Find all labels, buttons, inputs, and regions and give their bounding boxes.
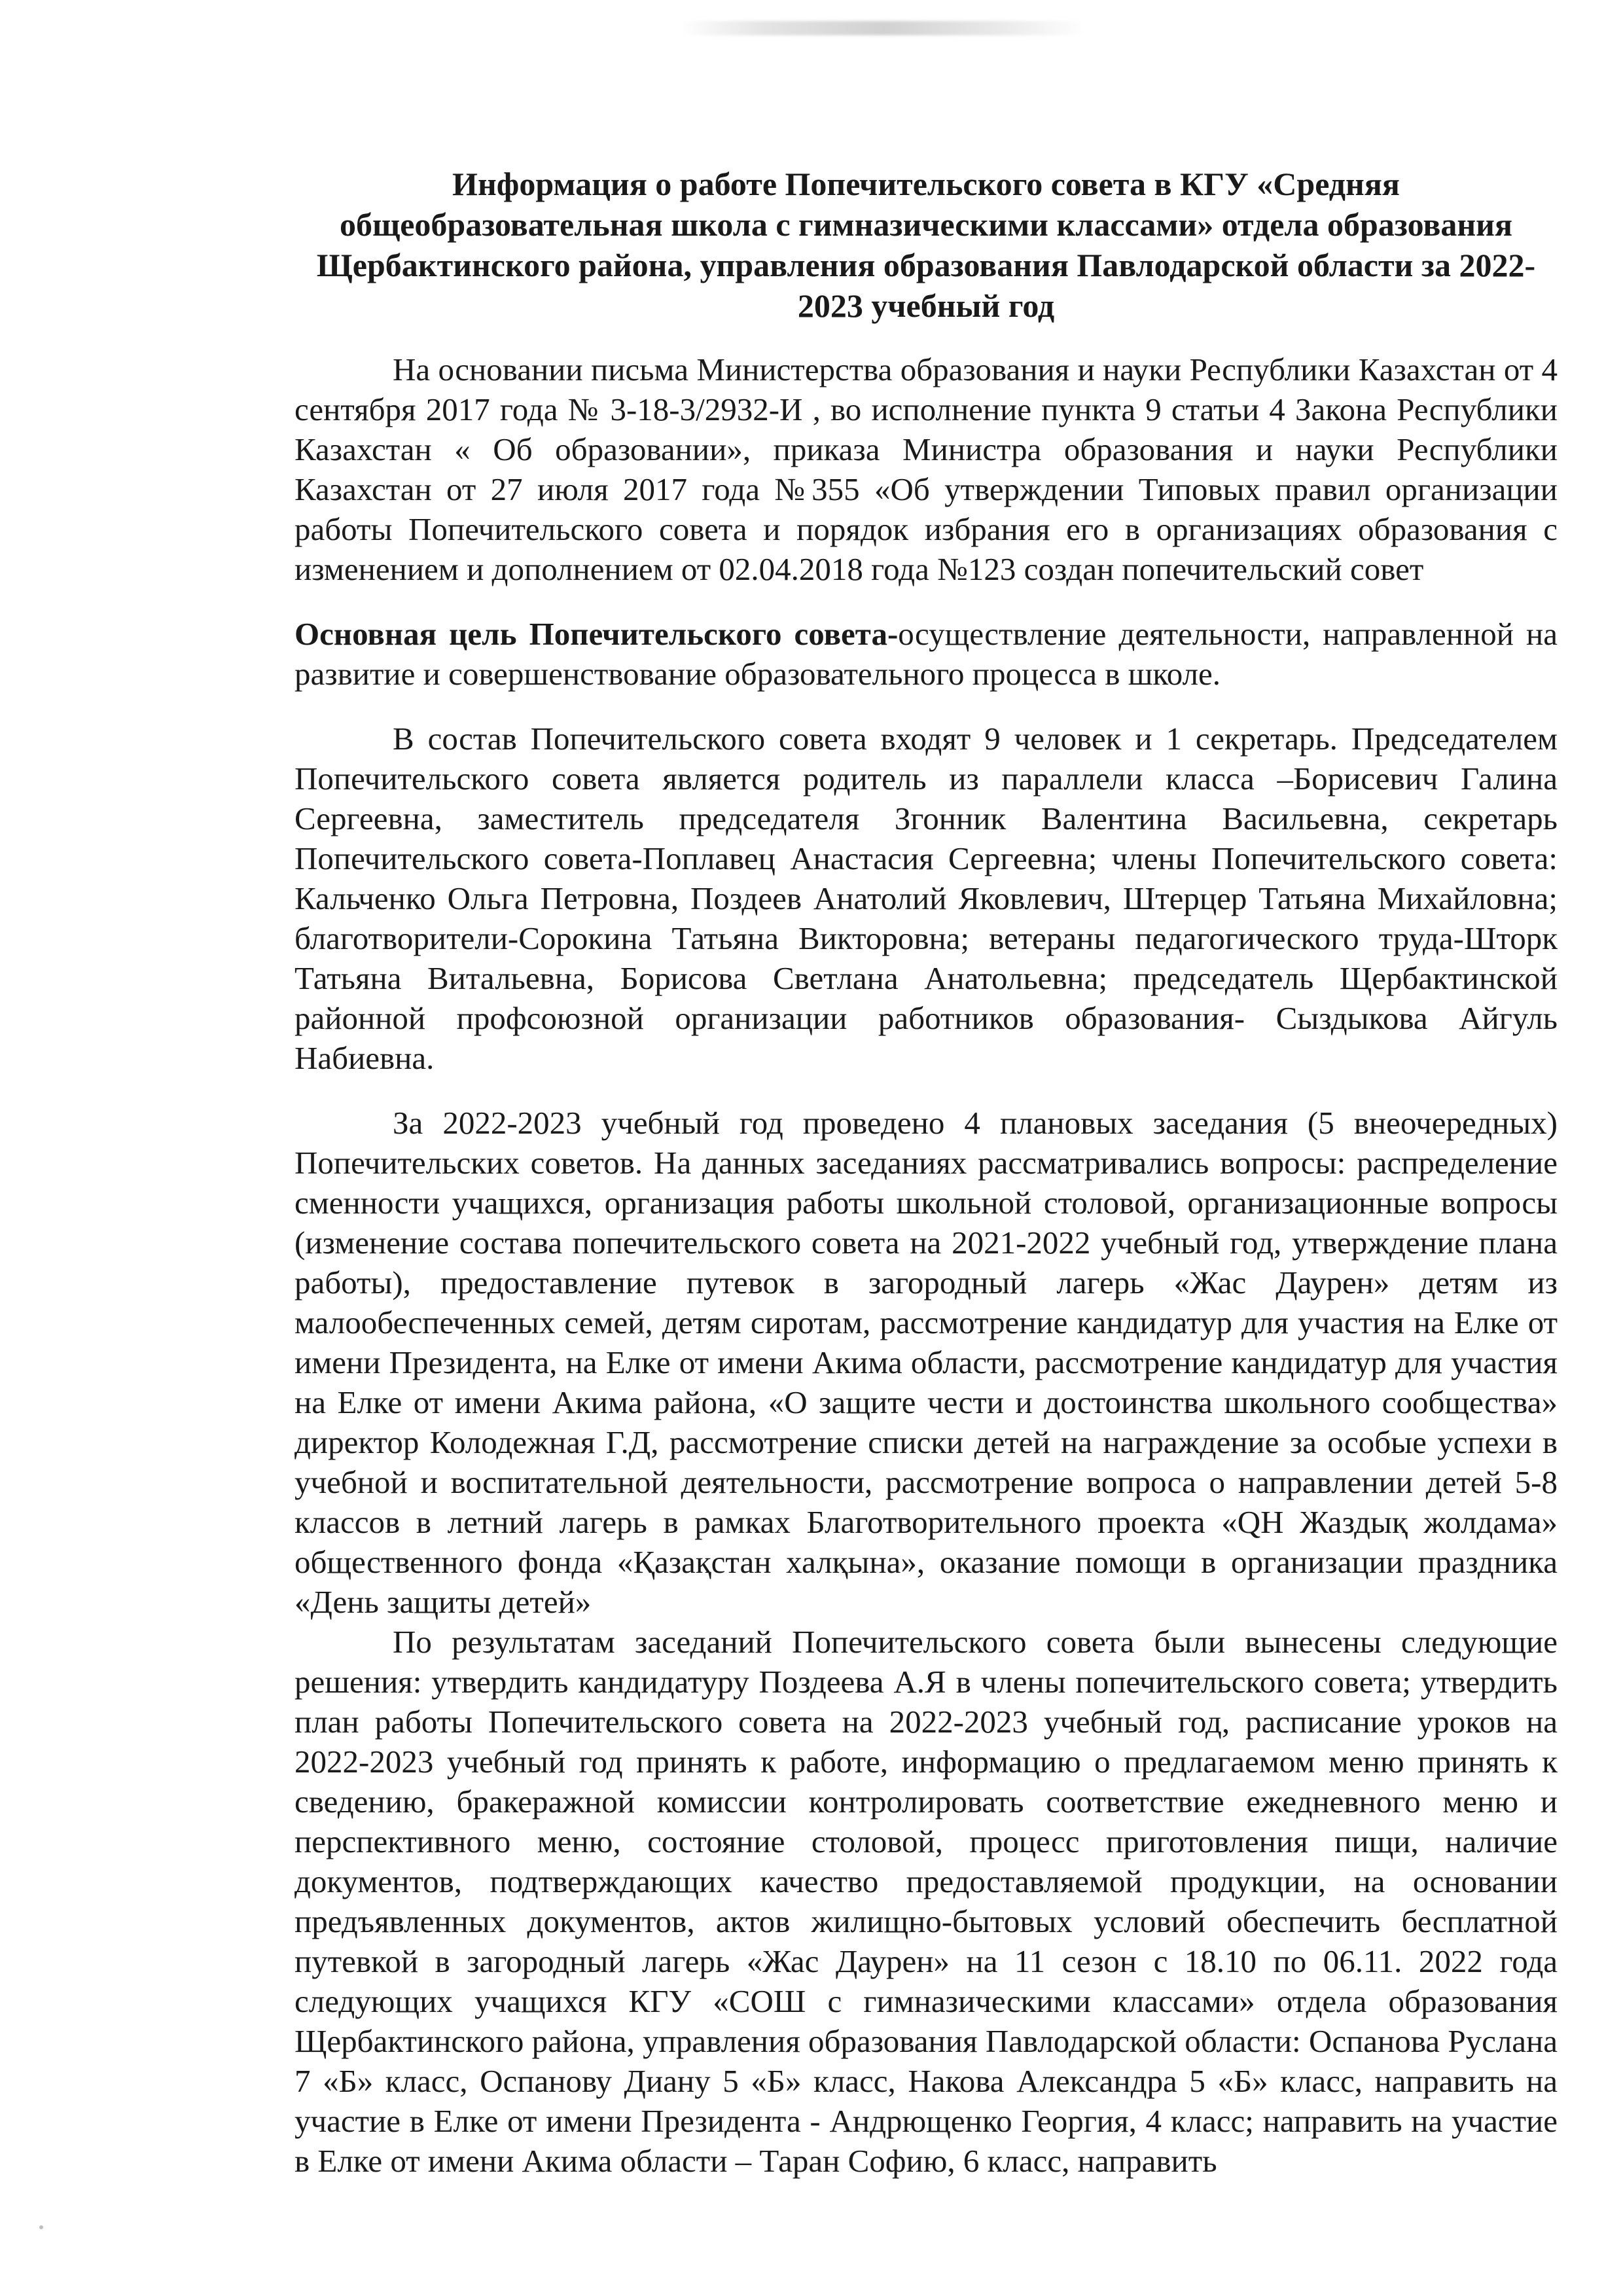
scan-artifact-dot bbox=[39, 2225, 43, 2229]
paragraph-meetings: За 2022-2023 учебный год проведено 4 плановых заседания (5 внеочередных) Попечительских советов. На данных заседаниях рассматривались вопросы: распределение сменности учащихся, организация работы школьной столовой, организационные вопросы (изменение состава попечительского совета на 2021-2022 учебный год, утверждение плана работы), предоставление путевок в загородный лагерь «Жас Даурен» детям из малообеспеченных семей, детям сиротам, рассмотрение кандидатур для участия на Елке от имени Президента, на Елке от имени Акима области, рассмотрение кандидатур для участия на Елке от имени Акима района, «О защите чести и достоинства школьного сообщества» директор Колодежная Г.Д, рассмотрение списки детей на награждение за особые успехи в учебной и воспитательной деятельности, рассмотрение вопроса о направлении детей 5-8 классов в летний лагерь в рамках Благотворительного проекта «QH Жаздық жолдама» общественного фонда «Қазақстан халқына», оказание помощи в организации праздника «День защиты детей» bbox=[294, 1105, 1558, 1620]
main-goal-text: осуществление деятельности, направленной на развитие и совершенствование образовательного процесса в школе. bbox=[294, 616, 1558, 692]
scan-artifact-top bbox=[681, 21, 1086, 35]
paragraph-legal-basis: На основании письма Министерства образования и науки Республики Казахстан от 4 сентября 2017 года № 3-18-3/2932-И , во исполнение пункта 9 статьи 4 Закона Республики Казахстан « Об образовании», приказа Министра образования и науки Республики Казахстан от 27 июля 2017 года №355 «Об утверждении Типовых правил организации работы Попечительского совета и порядок избрания его в организациях образования с изменением и дополнением от 02.04.2018 года №123 создан попечительский совет bbox=[294, 351, 1558, 587]
paragraph-council-members: В состав Попечительского совета входят 9 человек и 1 секретарь. Председателем Попечительского совета является родитель из параллели класса –Борисевич Галина Сергеевна, заместитель председателя Згонник Валентина Васильевна, секретарь Попечительского совета-Поплавец Анастасия Сергеевна; члены Попечительского совета: Кальченко Ольга Петровна, Поздеев Анатолий Яковлевич, Штерцер Татьяна Михайловна; благотворители-Сорокина Татьяна Викторовна; ветераны педагогического труда-Шторк Татьяна Витальевна, Борисова Светлана Анатольевна; председатель Щербактинской районной профсоюзной организации работников образования- Сыздыкова Айгуль Набиевна. bbox=[294, 721, 1558, 1076]
title-line-4: 2023 учебный год bbox=[797, 287, 1055, 324]
document-page bbox=[294, 164, 1558, 2181]
paragraph-main-goal bbox=[294, 614, 1558, 694]
paragraph-decisions: По результатам заседаний Попечительского совета были вынесены следующие решения: утвердить кандидатуру Поздеева А.Я в члены попечительского совета; утвердить план работы Попечительского совета на 2022-2023 учебный год, расписание уроков на 2022-2023 учебный год принять к работе, информацию о предлагаемом меню принять к сведению, бракеражной комиссии контролировать соответствие ежедневного меню и перспективного меню, состояние столовой, процесс приготовления пищи, наличие документов, подтверждающих качество предоставляемой продукции, на основании предъявленных документов, актов жилищно-бытовых условий обеспечить бесплатной путевкой в загородный лагерь «Жас Даурен» на 11 сезон с 18.10 по 06.11. 2022 года следующих учащихся КГУ «СОШ с гимназическими классами» отдела образования Щербактинского района, управления образования Павлодарской области: Оспанова Руслана 7 «Б» класс, Оспанову Диану 5 «Б» класс, Накова Александра 5 «Б» класс, направить на участие в Елке от имени Президента - Андрющенко Георгия, 4 класс; направить на участие в Елке от имени Акима области – Таран Софию, 6 класс, направить bbox=[294, 1624, 1558, 2179]
document-title bbox=[294, 164, 1558, 326]
title-line-1: Информация о работе Попечительского совета в КГУ «Средняя bbox=[452, 166, 1400, 202]
main-goal-label: Основная цель Попечительского совета- bbox=[294, 616, 899, 652]
title-line-3: Щербактинского района, управления образования Павлодарской области за 2022- bbox=[316, 247, 1536, 283]
title-line-2: общеобразовательная школа с гимназическими классами» отдела образования bbox=[339, 206, 1513, 243]
